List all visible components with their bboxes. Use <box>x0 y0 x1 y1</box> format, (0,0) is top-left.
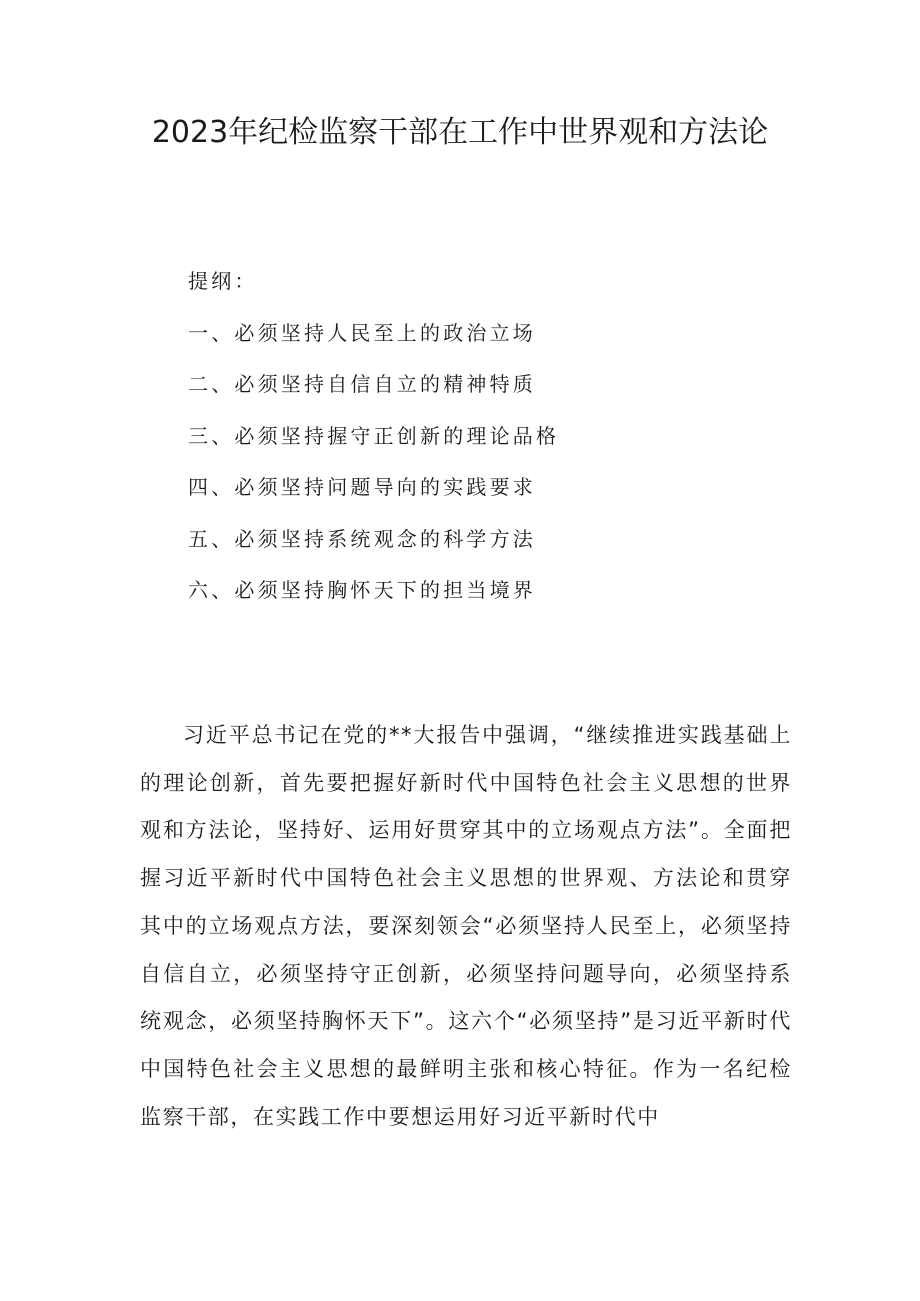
outline-item-2: 二、必须坚持自信自立的精神特质 <box>188 372 536 396</box>
outline-item-5: 五、必须坚持系统观念的科学方法 <box>188 526 536 551</box>
outline-list <box>188 268 788 629</box>
outline-item-6: 六、必须坚持胸怀天下的担当境界 <box>188 578 536 602</box>
outline-item-4: 四、必须坚持问题导向的实践要求 <box>188 475 536 499</box>
outline-item-3: 三、必须坚持握守正创新的理论品格 <box>188 423 560 448</box>
outline-label: 提纲： <box>188 269 258 293</box>
document-title: 2023年纪检监察干部在工作中世界观和方法论 <box>151 115 769 150</box>
body-paragraph: 习近平总书记在党的**大报告中强调，“继续推进实践基础上的理论创新，首先要把握好新时代中国特色社会主义思想的世界观和方法论，坚持好、运用好贯穿其中的立场观点方法”。全面把握习近平新时代中国特色社会主义思想的世界观、方法论和贯穿其中的立场观点方法，要深刻领会“必须坚持人民至上，必须坚持自信自立，必须坚持守正创新，必须坚持问题导向，必须坚持系统观念，必须坚持胸怀天下”。这六个“必须坚持”是习近平新时代中国特色社会主义思想的最鲜明主张和核心特征。作为一名纪检监察干部，在实践工作中要想运用好习近平新时代中 <box>140 723 792 1129</box>
outline-item-1: 一、必须坚持人民至上的政治立场 <box>188 320 536 345</box>
